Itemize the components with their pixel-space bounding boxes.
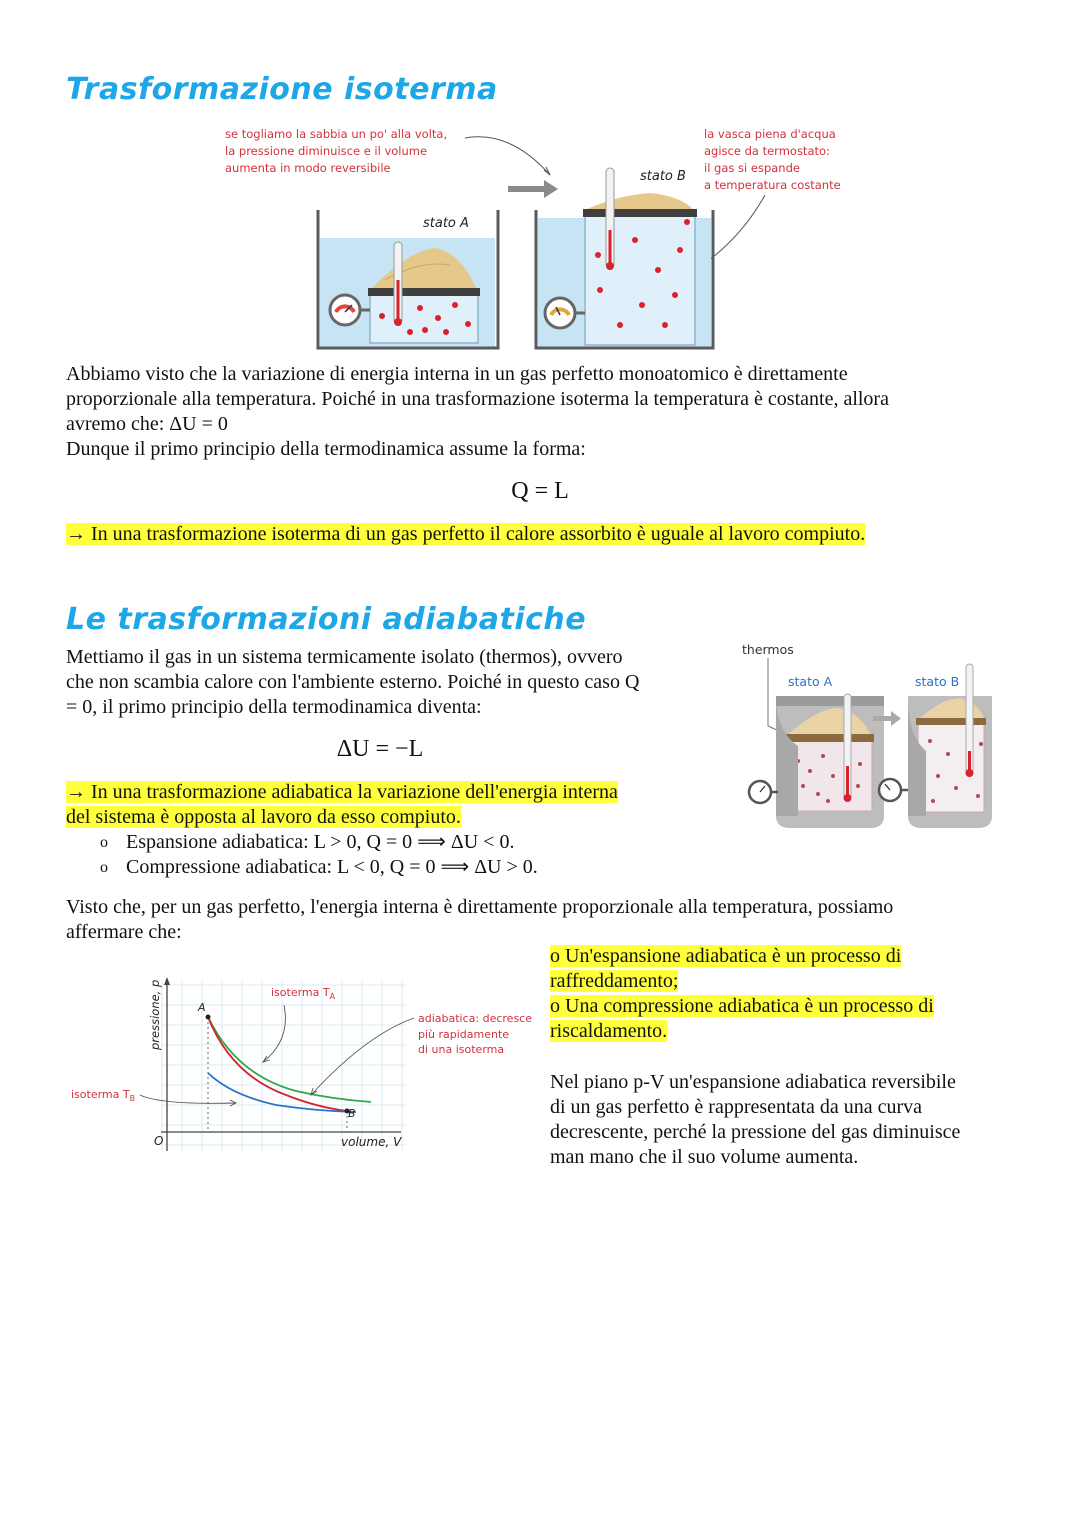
transition-arrow — [508, 180, 558, 198]
pv-paragraph-line-1: Nel piano p-V un'espansione adiabatica reversibile — [550, 1071, 956, 1093]
adiabatic-conclusions — [550, 944, 1030, 1044]
conclusion-cooling-line-2: raffreddamento; — [550, 970, 679, 992]
adiabatic-highlight-line-2: del sistema è opposta al lavoro da esso compiuto. — [66, 806, 461, 828]
pv-paragraph-line-4: man mano che il suo volume aumenta. — [550, 1146, 859, 1168]
section-title-isoterma: Trasformazione isoterma — [66, 72, 498, 107]
container-state-a — [318, 210, 498, 348]
pv-paragraph-line-2: di un gas perfetto è rappresentata da una curva — [550, 1096, 923, 1118]
thermos-state-b-label: stato B — [915, 674, 960, 689]
bullet-marker: o — [100, 834, 108, 851]
annotation-right-line-3: il gas si espande — [704, 161, 800, 175]
pv-paragraph — [550, 1070, 1030, 1170]
annotation-left-arrow — [465, 137, 550, 175]
state-a-label: stato A — [423, 216, 469, 231]
isothermal-highlight — [66, 522, 865, 547]
formula-q-equals-l: Q = L — [511, 478, 569, 504]
isotherm-ta-sub: A — [329, 992, 336, 1001]
adiabatic-highlight-line-1: → In una trasformazione adiabatica la variazione dell'energia interna — [66, 781, 618, 803]
isotherm-tb-sub: B — [129, 1094, 136, 1103]
isotherm-ta-label — [271, 986, 336, 1001]
point-b-label: B — [348, 1107, 356, 1120]
annotation-right-line-2: agisce da termostato: — [704, 144, 830, 158]
isothermal-paragraph-line-1: Abbiamo visto che la variazione di energia interna in un gas perfetto monoatomico è direttamente — [66, 363, 848, 385]
isothermal-paragraph — [66, 362, 1026, 462]
annotation-right-line-4: a temperatura costante — [704, 178, 841, 192]
annotation-right-line-1: la vasca piena d'acqua — [704, 127, 836, 141]
adiabatic-annotation-line-3: di una isoterma — [418, 1043, 505, 1056]
thermos-state-a-label: stato A — [788, 674, 833, 689]
formula-delta-u-minus-l: ΔU = −L — [336, 736, 424, 762]
annotation-left-line-3: aumenta in modo reversibile — [225, 161, 391, 175]
thermos-a — [749, 694, 884, 828]
origin-label: O — [154, 1134, 164, 1148]
adiabatic-annotation-line-1: adiabatica: decresce — [418, 1012, 532, 1025]
isothermal-highlight-text: → In una trasformazione isoterma di un gas perfetto il calore assorbito è uguale al lavoro compiuto. — [66, 523, 866, 545]
pv-graph — [66, 965, 546, 1165]
thermos-label: thermos — [742, 642, 794, 657]
conclusion-cooling-line-1: o Un'espansione adiabatica è un processo di — [550, 945, 902, 967]
isothermal-paragraph-line-2: proporzionale alla temperatura. Poiché in una trasformazione isoterma la temperatura è costante, allora — [66, 388, 889, 410]
conclusion-line-2: affermare che: — [66, 921, 182, 943]
pv-paragraph-line-3: decrescente, perché la pressione del gas diminuisce — [550, 1121, 961, 1143]
bullet-marker: o — [100, 859, 108, 876]
isothermal-paragraph-line-4: Dunque il primo principio della termodinamica assume la forma: — [66, 438, 586, 460]
conclusion-heating-line-2: riscaldamento. — [550, 1020, 668, 1042]
list-item — [100, 830, 538, 855]
adiabatic-highlight — [66, 780, 618, 830]
section-title-adiabatiche: Le trasformazioni adiabatiche — [66, 602, 587, 637]
adiabatic-paragraph-line-3: = 0, il primo principio della termodinamica diventa: — [66, 696, 482, 718]
isotherm-tb-label — [71, 1088, 135, 1103]
adiabatic-paragraph-line-1: Mettiamo il gas in un sistema termicamente isolato (thermos), ovvero — [66, 646, 623, 668]
isothermal-illustration — [210, 120, 870, 360]
list-item — [100, 855, 538, 880]
point-a-marker — [206, 1015, 211, 1020]
isotherm-tb-text: isoterma T — [71, 1088, 130, 1101]
y-axis-label: pressione, p — [148, 979, 162, 1050]
point-a-label: A — [198, 1001, 206, 1014]
bullet-text-compression: Compressione adiabatica: L < 0, Q = 0 ⟹ ΔU > 0. — [126, 856, 538, 878]
isotherm-ta-text: isoterma T — [271, 986, 330, 999]
container-state-b — [536, 168, 713, 348]
adiabatic-bullet-list — [100, 830, 538, 880]
conclusion-heating-line-1: o Una compressione adiabatica è un processo di — [550, 995, 934, 1017]
annotation-left-line-2: la pressione diminuisce e il volume — [225, 144, 428, 158]
state-b-label: stato B — [640, 169, 686, 184]
bullet-text-expansion: Espansione adiabatica: L > 0, Q = 0 ⟹ ΔU < 0. — [126, 831, 515, 853]
adiabatic-paragraph-line-2: che non scambia calore con l'ambiente esterno. Poiché in questo caso Q — [66, 671, 640, 693]
conclusion-line-1: Visto che, per un gas perfetto, l'energia interna è direttamente proporzionale alla temperatura, possiamo — [66, 896, 894, 918]
annotation-left-line-1: se togliamo la sabbia un po' alla volta, — [225, 127, 448, 141]
x-axis-label: volume, V — [341, 1135, 402, 1149]
conclusion-paragraph — [66, 895, 1026, 945]
isothermal-paragraph-line-3: avremo che: ΔU = 0 — [66, 413, 228, 435]
adiabatic-paragraph — [66, 645, 716, 720]
thermos-illustration — [738, 636, 1018, 836]
adiabatic-annotation-line-2: più rapidamente — [418, 1028, 510, 1041]
